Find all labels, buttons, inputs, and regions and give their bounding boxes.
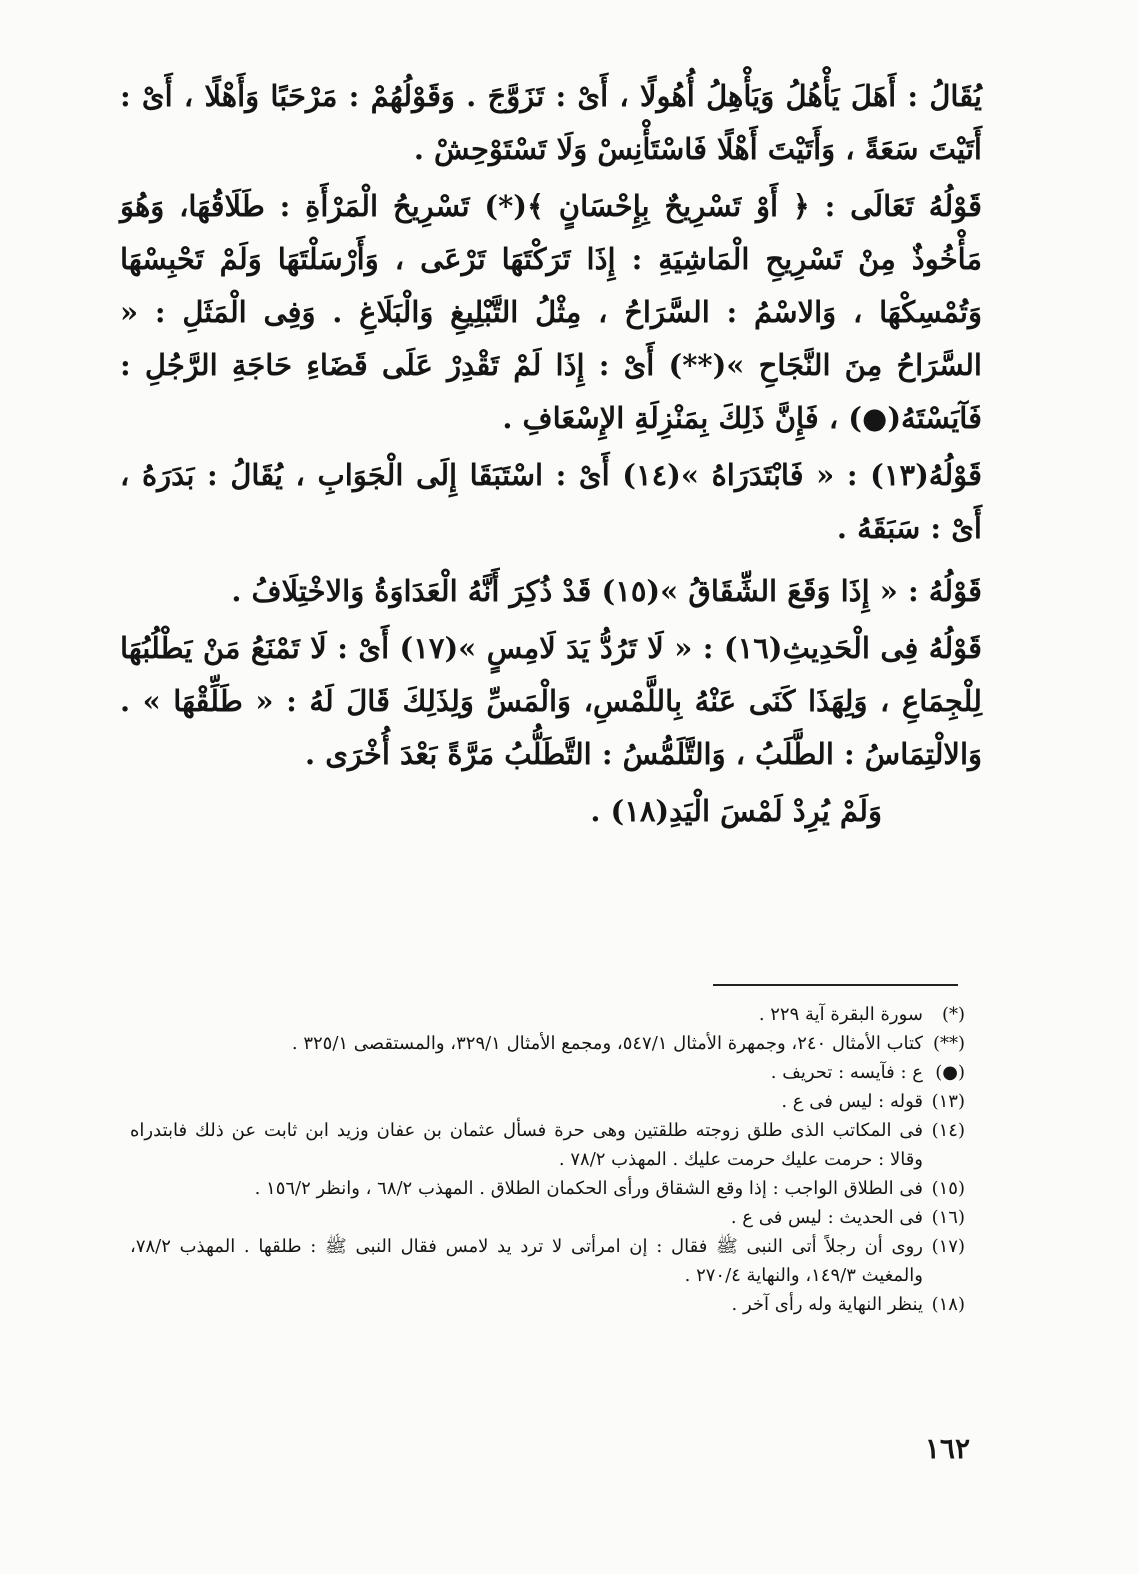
footnote-marker: (●) (935, 1062, 965, 1083)
footnote-marker: (١٦) (931, 1207, 965, 1228)
footnote (130, 1029, 965, 1058)
verse-line: وَلَمْ يُرِدْ لَمْسَ الْيَدِ(١٨) . (590, 794, 882, 828)
footnote (130, 1290, 965, 1319)
footnote-marker: (*) (941, 1004, 965, 1025)
paragraph: يُقَالُ : أَهَلَ يَأْهُلُ وَيَأْهِلُ أُهُولًا ، أَىْ : تَزَوَّجَ . وَقَوْلُهُمْ : مَرْحَبًا وَأَهْلًا ، أَىْ : أَتَيْتَ سَعَةً ، وَأَتَيْتَ أَهْلًا فَاسْتَأْنِسْ وَلَا تَسْتَوْحِشْ . (120, 79, 982, 166)
footnote (130, 1116, 965, 1174)
footnote-text: سورة البقرة آية ٢٢٩ . (758, 1004, 923, 1025)
page-number: ١٦٢ (924, 1432, 970, 1465)
paragraph: قَوْلُهُ فِى الْحَدِيثِ(١٦) : « لَا تَرُدُّ يَدَ لَامِسٍ »(١٧) أَىْ : لَا تَمْنَعُ مَنْ يَطْلُبُهَا لِلْجِمَاعِ ، وَلِهَذَا كَنَى عَنْهُ بِاللَّمْسِ، وَالْمَسِّ وَلِذَلِكَ قَالَ لَهُ : « طَلِّقْهَا » . وَالالْتِمَاسُ : الطَّلَبُ ، وَالتَّلَمُّسُ : التَّطَلُّبُ مَرَّةً بَعْدَ أُخْرَى . (120, 631, 982, 771)
footnote-text: قوله : ليس فى ع . (781, 1091, 923, 1112)
footnote (130, 1174, 965, 1203)
footnote (130, 1203, 965, 1232)
footnote-text: فى الحديث : ليس فى ع . (730, 1207, 923, 1228)
footnote-text: كتاب الأمثال ٢٤٠، وجمهرة الأمثال ٥٤٧/١، ومجمع الأمثال ٣٢٩/١، والمستقصى ٣٢٥/١ . (291, 1033, 923, 1054)
footnotes (130, 1000, 965, 1319)
footnote (130, 1087, 965, 1116)
footnote-text: فى المكاتب الذى طلق زوجته طلقتين وهى حرة فسأل عثمان بن عفان وزيد ابن ثابت عن ذلك فابتدراه وقالا : حرمت عليك حرمت عليك . المهذب ٧٨/٢ . (130, 1120, 923, 1170)
footnote-text: روى أن رجلاً أتى النبى ﷺ فقال : إن امرأتى لا ترد يد لامس فقال النبى ﷺ : طلقها . المهذب ٧٨/٢، والمغيث ١٤٩/٣، والنهاية ٢٧٠/٤ . (130, 1236, 923, 1286)
footnote-separator (713, 984, 958, 986)
main-text (120, 70, 982, 842)
footnote (130, 1058, 965, 1087)
footnote-marker: (١٣) (931, 1091, 965, 1112)
paragraph: قَوْلُهُ : « إِذَا وَقَعَ الشِّقَاقُ »(١٥) قَدْ ذُكِرَ أَنَّهُ الْعَدَاوَةُ وَالاخْتِلَافُ . (231, 574, 982, 608)
footnote-text: ع : فآيسه : تحريف . (770, 1062, 923, 1083)
footnote-marker: (١٧) (931, 1236, 965, 1257)
footnote-text: فى الطلاق الواجب : إذا وقع الشقاق ورأى الحكمان الطلاق . المهذب ٦٨/٢ ، وانظر ١٥٦/٢ . (254, 1178, 923, 1199)
footnote-marker: (١٥) (931, 1178, 965, 1199)
footnote-marker: (١٨) (931, 1294, 965, 1315)
footnote-text: ينظر النهاية وله رأى آخر . (731, 1294, 923, 1315)
footnote (130, 1232, 965, 1290)
footnote-marker: (**) (932, 1033, 965, 1054)
paragraph: قَوْلُهُ(١٣) : « فَابْتَدَرَاهُ »(١٤) أَىْ : اسْتَبَقَا إِلَى الْجَوَابِ ، يُقَالُ : بَدَرَهُ ، أَىْ : سَبَقَهُ . (120, 458, 983, 545)
footnote-marker: (١٤) (931, 1120, 965, 1141)
paragraph: قَوْلُهُ تَعَالَى : ﴿ أَوْ تَسْرِيحٌ بِإِحْسَانٍ ﴾(*) تَسْرِيحُ الْمَرْأَةِ : طَلَاقُهَا، وَهُوَ مَأْخُوذٌ مِنْ تَسْرِيحِ الْمَاشِيَةِ : إِذَا تَرَكْتَهَا تَرْعَى ، وَأَرْسَلْتَهَا وَلَمْ تَحْبِسْهَا وَتُمْسِكْهَا ، وَالاسْمُ : السَّرَاحُ ، مِثْلُ التَّبْلِيغِ وَالْبَلَاغِ . وَفِى الْمَثَلِ : « السَّرَاحُ مِنَ النَّجَاحِ »(**) أَىْ : إِذَا لَمْ تَقْدِرْ عَلَى قَضَاءِ حَاجَةِ الرَّجُلِ : فَآيَسْتَهُ(●) ، فَإِنَّ ذَلِكَ بِمَنْزِلَةِ الإِسْعَافِ . (120, 189, 982, 435)
footnote (130, 1000, 965, 1029)
